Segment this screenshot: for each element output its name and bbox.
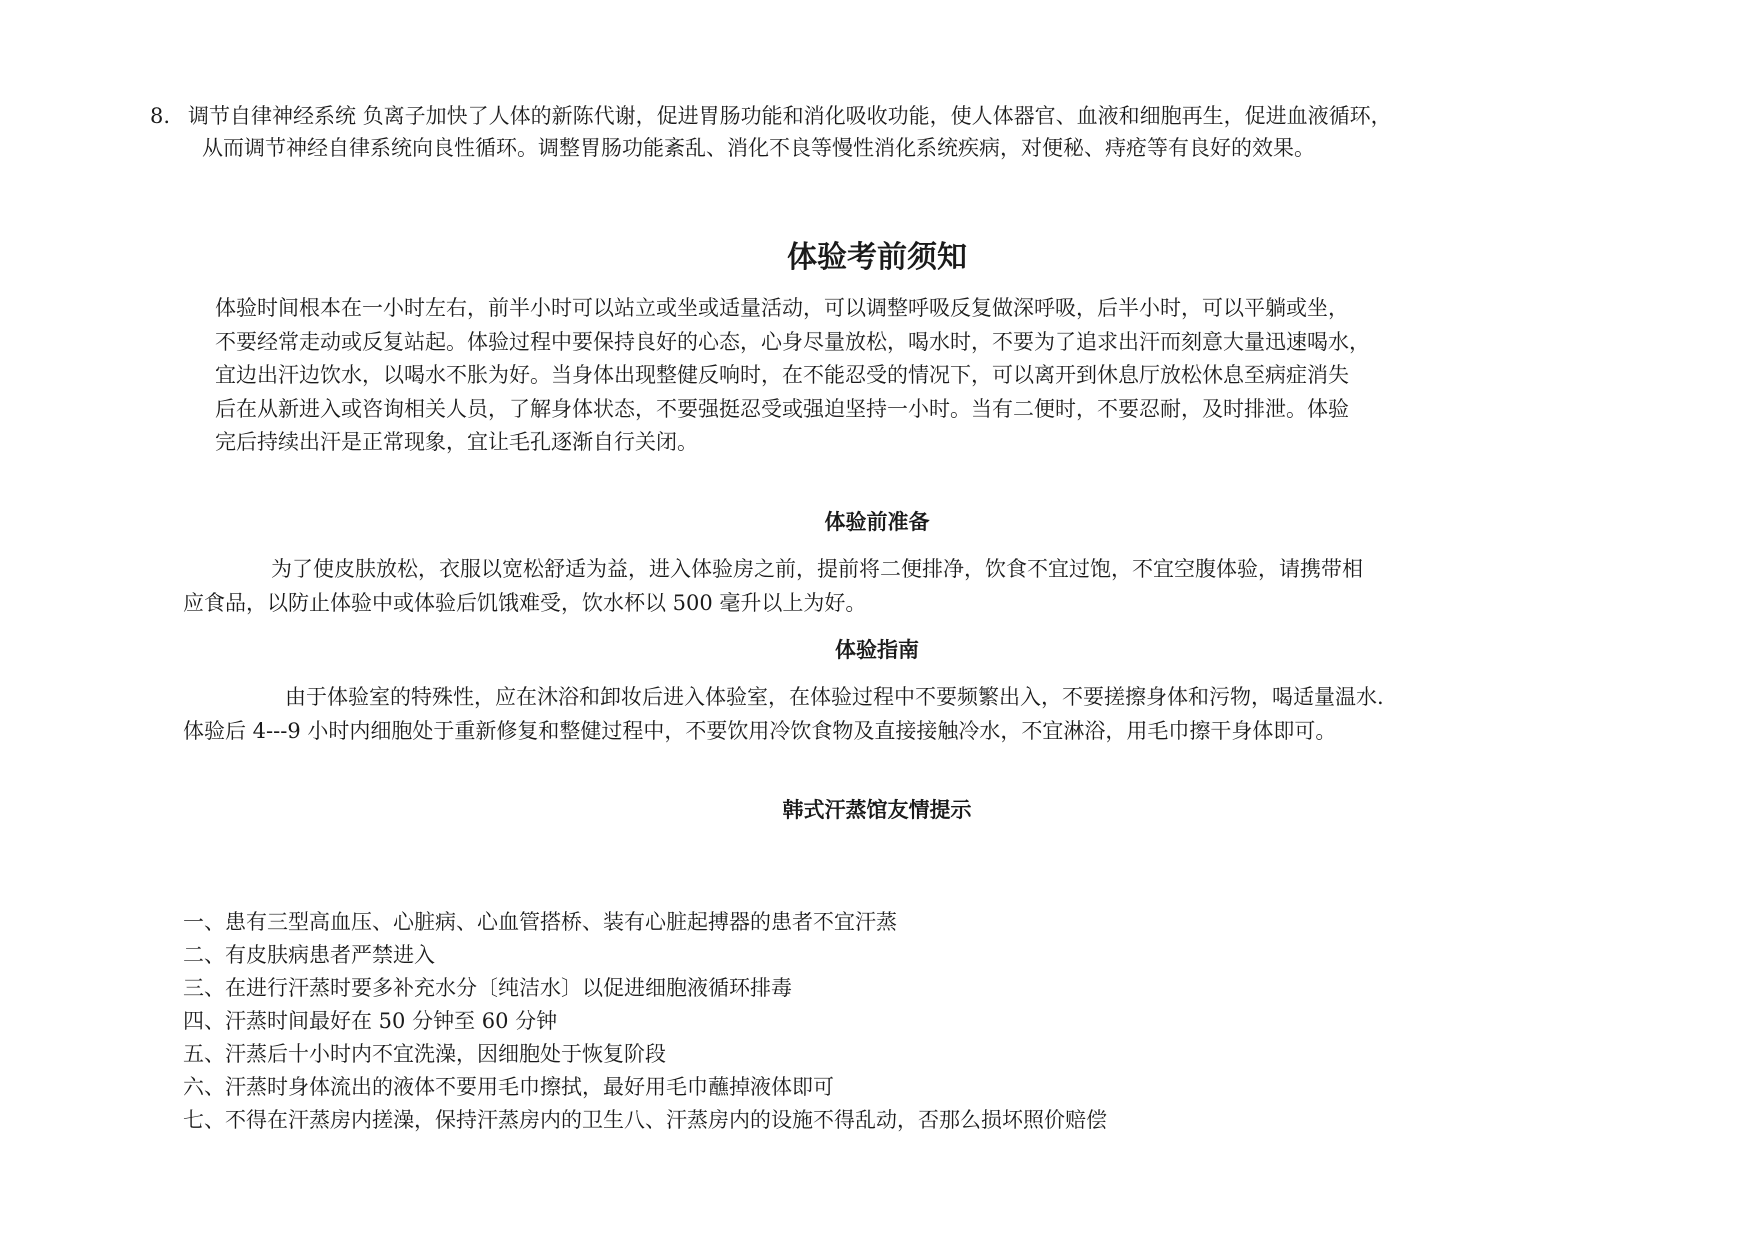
prep-line-2: 应食品，以防止体验中或体验后饥饿难受，饮水杯以 500 毫升以上为好。 — [183, 591, 867, 615]
guide-title: 体验指南 — [835, 638, 919, 662]
notice-line: 体验时间根本在一小时左右，前半小时可以站立或坐或适量活动，可以调整呼吸反复做深呼吸，后半小时，可以平躺或坐， — [215, 296, 1349, 320]
notice-paragraph — [215, 292, 1595, 460]
guide-line-1: 由于体验室的特殊性，应在沐浴和卸妆后进入体验室，在体验过程中不要频繁出入，不要搓擦身体和污物，喝适量温水. — [285, 685, 1384, 709]
tip-item: 四、汗蒸时间最好在 50 分钟至 60 分钟 — [183, 1009, 558, 1033]
tips-list — [183, 906, 1583, 1137]
item-number: 8. — [150, 104, 171, 128]
tip-item: 一、患有三型高血压、心脏病、心血管搭桥、装有心脏起搏器的患者不宜汗蒸 — [183, 910, 897, 934]
prep-paragraph — [183, 552, 1583, 620]
notice-line: 不要经常走动或反复站起。体验过程中要保持良好的心态，心身尽量放松，喝水时，不要为了追求出汗而刻意大量迅速喝水， — [215, 329, 1370, 354]
notice-line: 宜边出汗边饮水，以喝水不胀为好。当身体出现整健反响时，在不能忍受的情况下，可以离开到休息厅放松休息至病症消失 — [215, 363, 1349, 388]
tip-item: 六、汗蒸时身体流出的液体不要用毛巾擦拭，最好用毛巾蘸掉液体即可 — [183, 1075, 834, 1099]
tip-item: 七、不得在汗蒸房内搓澡，保持汗蒸房内的卫生八、汗蒸房内的设施不得乱动，否那么损坏照价赔偿 — [183, 1108, 1107, 1132]
item-8-line-2: 从而调节神经自律系统向良性循环。调整胃肠功能紊乱、消化不良等慢性消化系统疾病，对便秘、痔疮等有良好的效果。 — [202, 136, 1315, 160]
tip-item: 二、有皮肤病患者严禁进入 — [183, 943, 435, 967]
guide-paragraph — [183, 680, 1583, 748]
guide-line-2: 体验后 4---9 小时内细胞处于重新修复和整健过程中，不要饮用冷饮食物及直接接触冷水，不宜淋浴，用毛巾擦干身体即可。 — [183, 719, 1337, 743]
prep-line-1: 为了使皮肤放松，衣服以宽松舒适为益，进入体验房之前，提前将二便排净，饮食不宜过饱，不宜空腹体验，请携带相 — [271, 557, 1363, 581]
notice-line: 后在从新进入或咨询相关人员，了解身体状态，不要强挺忍受或强迫坚持一小时。当有二便时，不要忍耐，及时排泄。体验 — [215, 396, 1349, 421]
prep-title: 体验前准备 — [824, 510, 930, 534]
tip-item: 三、在进行汗蒸时要多补充水分〔纯洁水〕以促进细胞液循环排毒 — [183, 976, 792, 1000]
notice-title: 体验考前须知 — [787, 240, 967, 275]
item-8-line-1: 调节自律神经系统 负离子加快了人体的新陈代谢，促进胃肠功能和消化吸收功能，使人体器官、血液和细胞再生，促进血液循环， — [188, 104, 1392, 128]
notice-line: 完后持续出汗是正常现象，宜让毛孔逐渐自行关闭。 — [215, 430, 698, 455]
tips-title: 韩式汗蒸馆友情提示 — [782, 798, 972, 822]
tip-item: 五、汗蒸后十小时内不宜洗澡，因细胞处于恢复阶段 — [183, 1042, 666, 1066]
